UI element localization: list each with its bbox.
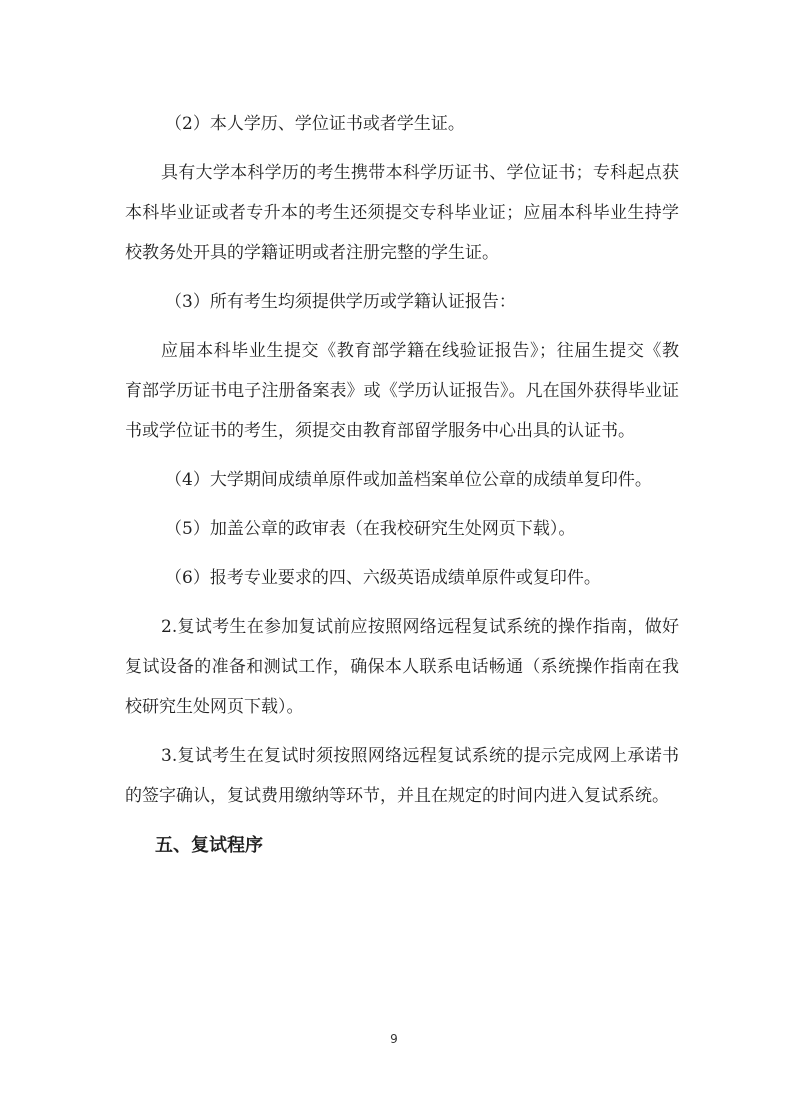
paragraph-item-3: （3）所有考生均须提供学历或学籍认证报告： xyxy=(165,292,516,312)
paragraph-item-2: （2）本人学历、学位证书或者学生证。 xyxy=(165,114,465,134)
paragraph-item-6: （6）报考专业要求的四、六级英语成绩单原件或复印件。 xyxy=(165,568,601,588)
paragraph-item-2-detail: 具有大学本科学历的考生携带本科学历证书、学位证书；专科起点获本科毕业证或者专升本的考生还须提交专科毕业证；应届本科毕业生持学校教务处开具的学籍证明或者注册完整的学生证。 xyxy=(125,163,679,263)
section-heading: 五、复试程序 xyxy=(155,835,263,856)
paragraph-point-3: 3.复试考生在复试时须按照网络远程复试系统的提示完成网上承诺书的签字确认，复试费用缴纳等环节，并且在规定的时间内进入复试系统。 xyxy=(125,746,679,806)
paragraph-item-4: （4）大学期间成绩单原件或加盖档案单位公章的成绩单复印件。 xyxy=(165,470,652,490)
page-number: 9 xyxy=(390,1032,398,1046)
paragraph-point-2: 2.复试考生在参加复试前应按照网络远程复试系统的操作指南，做好复试设备的准备和测试工作，确保本人联系电话畅通（系统操作指南在我校研究生处网页下载）。 xyxy=(125,617,679,717)
document-body xyxy=(125,104,679,866)
paragraph-item-3-detail: 应届本科毕业生提交《教育部学籍在线验证报告》；往届生提交《教育部学历证书电子注册备案表》或《学历认证报告》。凡在国外获得毕业证书或学位证书的考生，须提交由教育部留学服务中心出具的认证书。 xyxy=(125,341,679,441)
paragraph-item-5: （5）加盖公章的政审表（在我校研究生处网页下载）。 xyxy=(165,519,576,539)
